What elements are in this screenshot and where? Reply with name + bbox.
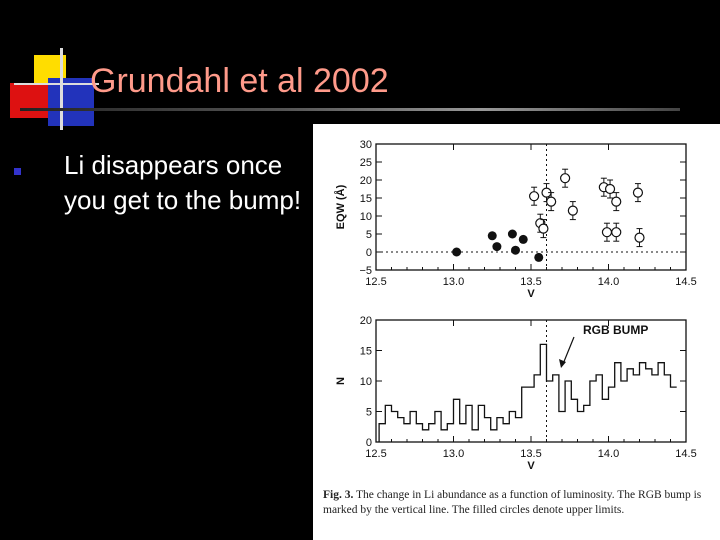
caption-text: The change in Li abundance as a function of luminosity. The RGB bump is marked by the vertical line. The filled circles denote upper limits. bbox=[323, 489, 702, 516]
title-divider bbox=[20, 108, 680, 111]
plot0-ytick-label: 10 bbox=[359, 211, 372, 223]
plot1-ytick-label: 15 bbox=[359, 345, 372, 358]
plot0-frame bbox=[376, 144, 686, 270]
plot0-ytick-label: 30 bbox=[359, 139, 372, 151]
detection-point bbox=[530, 192, 539, 201]
detection-point bbox=[612, 228, 621, 237]
plot0-ytick-label: 0 bbox=[365, 247, 372, 259]
plot0-xtick-label: 14.5 bbox=[675, 276, 697, 288]
plot1-ytick-label: 20 bbox=[359, 315, 372, 327]
plot0-xtick-label: 14.0 bbox=[597, 276, 620, 288]
upper-limit-point bbox=[511, 246, 520, 255]
plot0-ytick-label: −5 bbox=[359, 265, 372, 277]
upper-limit-point bbox=[488, 231, 497, 240]
detection-point bbox=[602, 228, 611, 237]
detection-point bbox=[612, 197, 621, 206]
plot0-xtick-label: 13.5 bbox=[520, 276, 542, 288]
detection-point bbox=[539, 224, 548, 233]
plot0-xtick-label: 13.0 bbox=[442, 276, 465, 288]
plot1-ytick-label: 0 bbox=[365, 437, 372, 449]
detection-point bbox=[633, 188, 642, 197]
annotation-arrow bbox=[563, 337, 574, 364]
rgb-bump-annotation: RGB BUMP bbox=[583, 323, 649, 337]
plot0-ylabel: EQW (Å) bbox=[335, 184, 347, 230]
plot0-ytick-label: 15 bbox=[359, 193, 372, 205]
bullet-marker bbox=[14, 168, 21, 175]
slide-title: Grundahl et al 2002 bbox=[90, 62, 389, 100]
detection-point bbox=[547, 197, 556, 206]
detection-point bbox=[568, 206, 577, 215]
histogram-steps bbox=[379, 344, 677, 442]
detection-point bbox=[606, 185, 615, 194]
upper-limit-point bbox=[492, 242, 501, 251]
plot1-xlabel: V bbox=[527, 460, 535, 472]
detection-point bbox=[561, 174, 570, 183]
plot1-xtick-label: 13.5 bbox=[520, 448, 542, 460]
caption-label: Fig. 3. bbox=[323, 489, 354, 501]
figure-caption bbox=[323, 488, 718, 518]
bullet-text: Li disappears once you get to the bump! bbox=[64, 150, 302, 215]
upper-limit-point bbox=[508, 230, 517, 239]
figure-panel bbox=[313, 124, 720, 540]
plot0-xtick-label: 12.5 bbox=[365, 276, 387, 288]
plot1-ytick-label: 10 bbox=[359, 376, 372, 388]
plot1-xtick-label: 12.5 bbox=[365, 448, 387, 460]
detection-point bbox=[635, 233, 644, 242]
plot1-ytick-label: 5 bbox=[365, 406, 372, 419]
upper-limit-point bbox=[534, 253, 543, 262]
plot1-ylabel: N bbox=[335, 377, 347, 385]
plot1-xtick-label: 14.0 bbox=[597, 448, 620, 460]
upper-limit-point bbox=[452, 248, 461, 257]
plot0-xlabel: V bbox=[527, 288, 535, 300]
upper-limit-point bbox=[519, 235, 528, 244]
plot1-xtick-label: 13.0 bbox=[442, 448, 465, 460]
plot0-ytick-label: 20 bbox=[359, 175, 372, 187]
plot0-ytick-label: 5 bbox=[365, 229, 372, 241]
figure-plots bbox=[313, 124, 720, 484]
plot1-xtick-label: 14.5 bbox=[675, 448, 697, 460]
plot0-ytick-label: 25 bbox=[359, 157, 372, 169]
